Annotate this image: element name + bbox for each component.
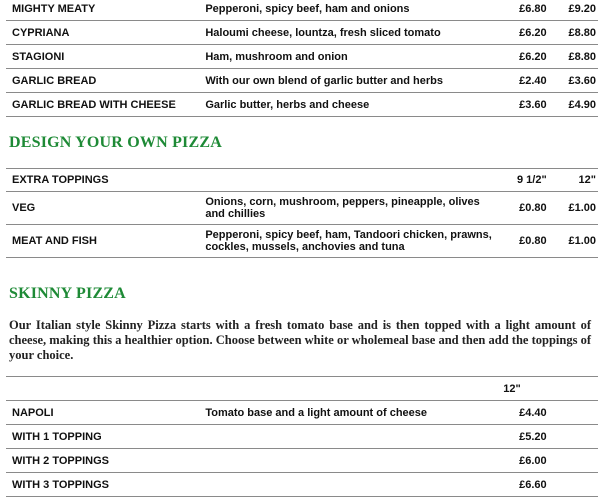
- item-description: Pepperoni, spicy beef, ham and onions: [205, 2, 410, 15]
- menu-row: [6, 225, 598, 258]
- item-price-small: £3.60: [519, 98, 547, 111]
- item-price-small: £0.80: [519, 202, 547, 214]
- size-small-label: 9 1/2": [516, 174, 547, 186]
- item-price-small: £2.40: [519, 74, 547, 87]
- item-description: Ham, mushroom and onion: [205, 50, 348, 63]
- item-description: Haloumi cheese, lountza, fresh sliced tomato: [205, 26, 441, 39]
- menu-row: [6, 69, 598, 93]
- item-price-large: £1.00: [568, 235, 596, 247]
- item-name: WITH 3 TOPPINGS: [12, 478, 109, 491]
- item-description: Onions, corn, mushroom, peppers, pineapple, olives and chillies: [205, 196, 480, 220]
- item-price-large: £9.20: [568, 2, 596, 15]
- table-header-row: [6, 169, 598, 192]
- item-price-small: £6.20: [519, 26, 547, 39]
- menu-row: [6, 21, 598, 45]
- item-price-large: £1.00: [568, 202, 596, 214]
- menu-row: [6, 425, 598, 449]
- skinny-pizza-description: Our Italian style Skinny Pizza starts with a fresh tomato base and is then topped with a light amount of cheese, making this a healthier option. Choose between white or wholemeal base and then add the toppings of your choice.: [9, 318, 591, 362]
- size-label: 12": [503, 382, 521, 395]
- item-price: £5.20: [519, 430, 547, 443]
- table-header-row: [6, 376, 598, 401]
- item-price-small: £0.80: [519, 235, 547, 247]
- menu-row: [6, 473, 598, 497]
- size-large-label: 12": [578, 174, 596, 186]
- item-name: MIGHTY MEATY: [12, 2, 96, 15]
- item-name: VEG: [12, 202, 36, 214]
- section-heading-design-your-own: DESIGN YOUR OWN PIZZA: [9, 134, 222, 151]
- skinny-pizza-table: [6, 376, 598, 497]
- item-price-large: £8.80: [568, 26, 596, 39]
- item-name: MEAT AND FISH: [12, 235, 97, 247]
- extra-toppings-table: [6, 168, 598, 258]
- menu-row: [6, 401, 598, 425]
- item-price-large: £3.60: [568, 74, 596, 87]
- item-description: Garlic butter, herbs and cheese: [205, 98, 370, 111]
- menu-row: [6, 45, 598, 69]
- section-heading-skinny-pizza: SKINNY PIZZA: [9, 285, 126, 302]
- item-price-large: £4.90: [568, 98, 596, 111]
- item-name: CYPRIANA: [12, 26, 70, 39]
- item-name: NAPOLI: [12, 406, 54, 419]
- header-label: EXTRA TOPPINGS: [12, 174, 109, 186]
- item-price-large: £8.80: [568, 50, 596, 63]
- item-price: £4.40: [519, 406, 547, 419]
- menu-table-top: [6, 0, 598, 117]
- menu-row: [6, 0, 598, 21]
- item-name: STAGIONI: [12, 50, 65, 63]
- item-description: Pepperoni, spicy beef, ham, Tandoori chicken, prawns, cockles, mussels, anchovies and tuna: [205, 229, 492, 253]
- item-name: GARLIC BREAD: [12, 74, 97, 87]
- item-price-small: £6.20: [519, 50, 547, 63]
- item-description: With our own blend of garlic butter and herbs: [205, 74, 443, 87]
- item-price: £6.60: [519, 478, 547, 491]
- item-name: GARLIC BREAD WITH CHEESE: [12, 98, 176, 111]
- item-description: Tomato base and a light amount of cheese: [205, 406, 428, 419]
- item-name: WITH 1 TOPPING: [12, 430, 102, 443]
- menu-row: [6, 449, 598, 473]
- item-price-small: £6.80: [519, 2, 547, 15]
- menu-row: [6, 93, 598, 117]
- item-price: £6.00: [519, 454, 547, 467]
- item-name: WITH 2 TOPPINGS: [12, 454, 109, 467]
- menu-row: [6, 192, 598, 225]
